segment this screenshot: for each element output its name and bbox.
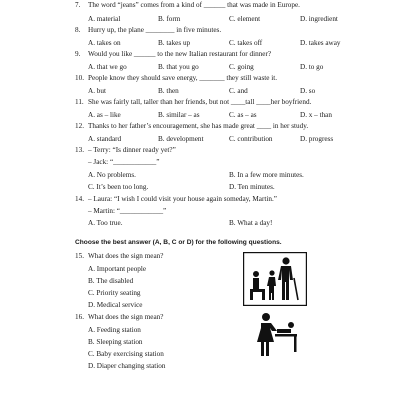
option-c: C. and (229, 87, 248, 95)
question-11 (75, 99, 311, 106)
option-b: B. Sleeping station (88, 338, 143, 346)
option-c: C. element (229, 15, 261, 23)
dialog-line: – Terry: “Is dinner ready yet?” (88, 146, 176, 154)
question-text: She was fairly tall, taller than her friends, but not ____tall ____her boyfriend. (88, 98, 312, 106)
option-a: A. Feeding station (88, 326, 141, 334)
question-number: 16. (75, 313, 84, 321)
question-7 (75, 2, 300, 9)
baby-changing-sign-icon (255, 312, 299, 358)
option-a: A. takes on (88, 39, 121, 47)
option-a: A. standard (88, 135, 122, 143)
option-c: C. takes off (229, 39, 263, 47)
question-text: Hurry up, the plane ________ in five minutes. (88, 26, 222, 34)
question-number: 15. (75, 252, 84, 260)
question-10 (75, 75, 277, 82)
option-c: C. going (229, 63, 254, 71)
option-c: C. as – as (229, 111, 257, 119)
dialog-response-line: – Martin: “____________” (88, 207, 167, 215)
option-b: B. takes up (158, 39, 191, 47)
option-c: C. Priority seating (88, 289, 141, 297)
question-number: 14. (75, 195, 84, 203)
question-text: Thanks to her father’s encouragement, she has made great ____ in her study. (88, 122, 309, 130)
option-b: B. that you go (158, 63, 199, 71)
question-number: 10. (75, 74, 84, 82)
question-text: What does the sign mean? (88, 252, 164, 260)
option-d: D. Medical service (88, 301, 143, 309)
option-a: A. but (88, 87, 106, 95)
question-15 (75, 253, 163, 260)
option-b: B. development (158, 135, 204, 143)
option-b: B. similar – as (158, 111, 200, 119)
section-instruction: Choose the best answer (A, B, C or D) for the following questions. (75, 239, 282, 246)
question-number: 11. (75, 98, 84, 106)
option-b: B. In a few more minutes. (229, 171, 304, 179)
option-d: D. to go (300, 63, 324, 71)
option-a: A. Important people (88, 265, 147, 273)
option-a: A. Too true. (88, 219, 123, 227)
option-a: A. material (88, 15, 121, 23)
question-number: 8. (75, 26, 81, 34)
option-d: D. x – than (300, 111, 332, 119)
option-d: D. takes away (300, 39, 341, 47)
option-d: D. ingredient (300, 15, 338, 23)
option-a: A. No problems. (88, 171, 136, 179)
option-c: C. Baby exercising station (88, 350, 164, 358)
option-d: D. so (300, 87, 316, 95)
option-c: C. It’s been too long. (88, 183, 149, 191)
question-14 (75, 196, 277, 203)
question-text: The word “jeans” comes from a kind of ______ that was made in Europe. (88, 1, 300, 9)
dialog-line: – Laura: “I wish I could visit your house again someday, Martin.” (88, 195, 277, 203)
question-16 (75, 314, 163, 321)
question-12 (75, 123, 308, 130)
option-d: D. Ten minutes. (229, 183, 275, 191)
question-text: People know they should save energy, _______ they still waste it. (88, 74, 278, 82)
question-number: 7. (75, 1, 81, 9)
question-number: 9. (75, 50, 81, 58)
dialog-response-line: – Jack: “____________” (88, 158, 160, 166)
option-b: B. form (158, 15, 181, 23)
option-d: D. progress (300, 135, 334, 143)
question-text: Would you like ______ to the new Italian restaurant for dinner? (88, 50, 272, 58)
question-13 (75, 147, 176, 154)
option-a: A. that we go (88, 63, 127, 71)
option-c: C. contribution (229, 135, 273, 143)
option-d: D. Diaper changing station (88, 362, 166, 370)
priority-seating-sign-icon (243, 252, 307, 306)
question-8 (75, 27, 221, 34)
question-number: 13. (75, 146, 84, 154)
option-b: B. then (158, 87, 179, 95)
option-a: A. as – like (88, 111, 121, 119)
option-b: B. What a day! (229, 219, 273, 227)
option-b: B. The disabled (88, 277, 134, 285)
question-text: What does the sign mean? (88, 313, 164, 321)
question-9 (75, 51, 271, 58)
question-number: 12. (75, 122, 84, 130)
